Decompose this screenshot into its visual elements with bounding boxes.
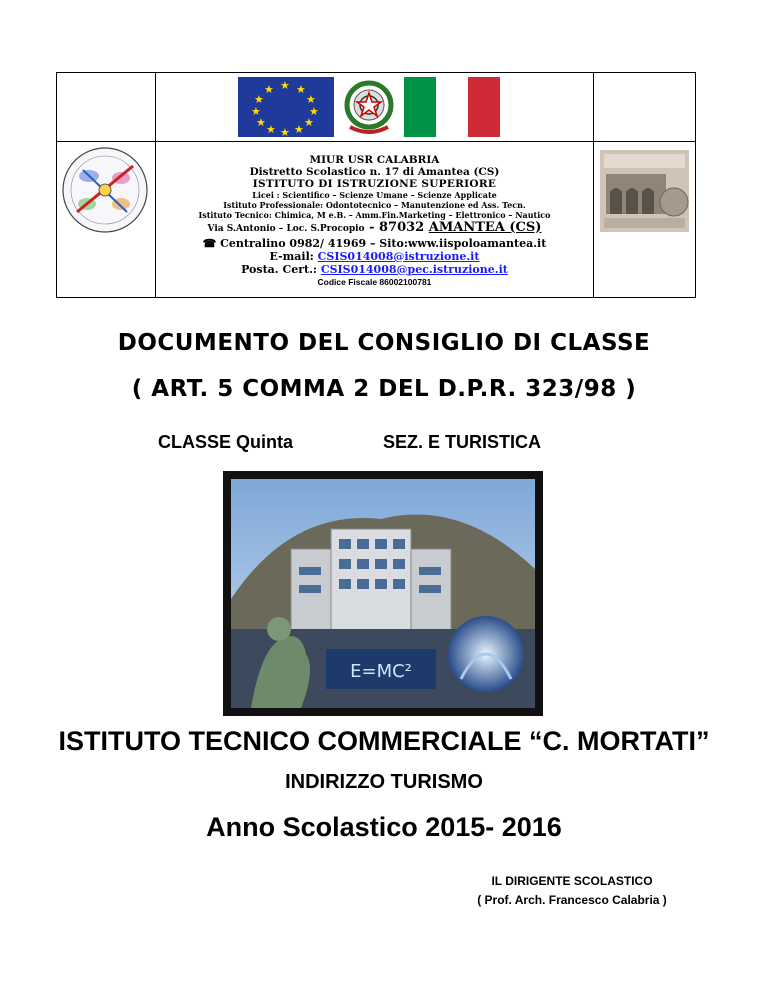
- pec-link[interactable]: CSIS014008@pec.istruzione.it: [320, 262, 508, 276]
- letterhead-table: [56, 72, 696, 298]
- pec-label: Posta. Cert.:: [241, 262, 321, 276]
- district-line: Distretto Scolastico n. 17 di Amantea (CS): [249, 165, 500, 178]
- cover-photo: [231, 479, 535, 708]
- principal-signature-block: [452, 872, 692, 910]
- technical-line: Istituto Tecnico: Chimica, M e.B. – Amm.Fin.Marketing – Elettronico – Nautico: [198, 209, 551, 220]
- document-subtitle: ( ART. 5 COMMA 2 DEL D.P.R. 323/98 ): [131, 376, 637, 402]
- email-link[interactable]: CSIS014008@istruzione.it: [317, 249, 480, 263]
- phone-text: Centralino 0982/ 41969 – Sito:www.iispoloamantea.it: [220, 236, 547, 250]
- institute-name: ISTITUTO TECNICO COMMERCIALE “C. MORTATI”: [58, 726, 710, 756]
- school-building-photo-icon: [594, 142, 695, 292]
- class-label: CLASSE Quinta: [158, 432, 294, 452]
- course-direction: INDIRIZZO TURISMO: [285, 771, 483, 793]
- flags-cell: [155, 73, 593, 142]
- licei-line: Licei : Scientifico – Scienze Umane – Scienze Applicate: [252, 189, 497, 200]
- italian-flag-icon: [404, 77, 500, 137]
- professional-line: Istituto Professionale: Odontotecnico – Manutenzione ed Ass. Tecn.: [223, 199, 526, 210]
- address-city: AMANTEA (CS): [428, 219, 542, 235]
- ministry-line: MIUR USR CALABRIA: [309, 153, 440, 166]
- section-label: SEZ. E TURISTICA: [383, 432, 542, 452]
- email-line: [156, 250, 593, 263]
- principal-name: ( Prof. Arch. Francesco Calabria ): [477, 893, 667, 907]
- school-network-logo-icon: [57, 142, 153, 292]
- letterhead-empty-cell-right: [593, 73, 695, 142]
- letterhead-text-cell: [155, 142, 593, 298]
- fiscal-code-line: Codice Fiscale 86002100781: [317, 276, 432, 287]
- formula-text: E=MC²: [350, 661, 412, 682]
- document-title: DOCUMENTO DEL CONSIGLIO DI CLASSE: [117, 330, 651, 356]
- letterhead-empty-cell-left: [57, 73, 156, 142]
- institute-line: ISTITUTO DI ISTRUZIONE SUPERIORE: [252, 177, 497, 190]
- school-building-photo-cell: [593, 142, 695, 298]
- email-label: E-mail:: [269, 249, 318, 263]
- cover-photo-frame: [223, 471, 543, 716]
- phone-icon: ☎: [202, 236, 221, 250]
- school-network-logo-cell: [57, 142, 156, 298]
- address-street: Via S.Antonio – Loc. S.Procopio: [207, 223, 365, 234]
- school-year: Anno Scolastico 2015- 2016: [206, 812, 562, 842]
- italian-republic-emblem-icon: [338, 75, 400, 139]
- eu-flag-icon: ★ ★ ★ ★ ★ ★ ★ ★ ★ ★ ★ ★: [238, 77, 334, 137]
- pec-line: [156, 263, 593, 276]
- address-line: [156, 220, 593, 237]
- phone-line: [156, 237, 593, 250]
- address-cap: - 87032: [364, 219, 429, 235]
- principal-title: IL DIRIGENTE SCOLASTICO: [491, 874, 653, 888]
